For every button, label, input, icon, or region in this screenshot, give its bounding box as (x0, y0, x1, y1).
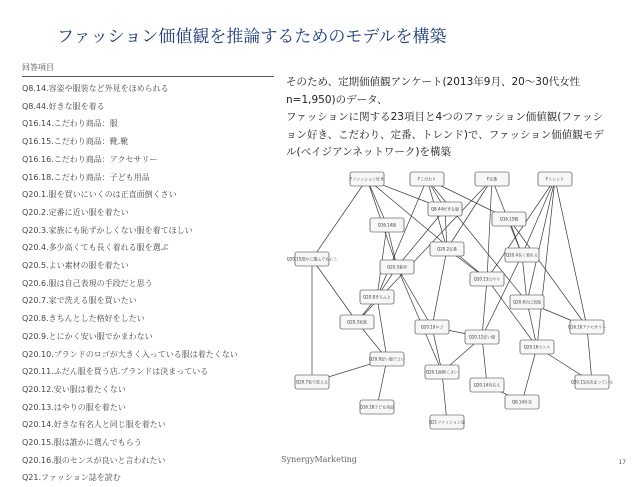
network-node-label: Q16.18子ども用品 (359, 404, 395, 410)
list-item: Q16.14.こだわり商品：服 (22, 119, 118, 129)
list-item: Q20.16.服のセンスが良いと言われたい (22, 455, 166, 465)
network-edge (487, 179, 555, 279)
list-item: Q20.10.ブランドのロゴが大きく入っている服は着たくない (22, 349, 238, 359)
network-node (520, 340, 554, 354)
network-node (287, 252, 338, 266)
slide-title: ファッション価値観を推論するためのモデルを構築 (57, 27, 447, 47)
network-node-label: Q20.4長く着れる (505, 252, 539, 258)
network-edge (377, 297, 387, 359)
list-item: Q20.4.多少高くても長く着れる服を選ぶ (22, 243, 169, 253)
network-node (465, 330, 499, 344)
network-node (350, 172, 384, 186)
network-edge (312, 179, 367, 259)
network-node-label: Q21ファッション誌 (428, 419, 466, 425)
network-node-label: F定番 (486, 176, 498, 182)
network-node (568, 320, 606, 334)
list-item: Q20.7.家で洗える服を買いたい (22, 296, 137, 306)
list-item: Q8.44.好きな服を着る (22, 101, 105, 111)
network-node-label: Q20.15誰かに選んでもらう (286, 256, 338, 262)
network-node (360, 400, 395, 414)
network-node (340, 315, 374, 329)
network-node-label: Q8.44好きな服 (430, 206, 460, 212)
list-item: Q20.3.家族にも恥ずかしくない服を着てほしい (22, 225, 193, 235)
list-item: Q20.12.安い服は着たくない (22, 384, 126, 394)
network-node (425, 365, 459, 379)
network-edge (397, 267, 432, 327)
network-edge (587, 327, 592, 382)
network-node-label: Q20.6自己表現 (512, 299, 542, 305)
list-item: Q20.2.定番に近い服を着たい (22, 207, 129, 217)
list-item: Q20.8.きちんとした格好をしたい (22, 314, 145, 324)
list-item: Q16.18.こだわり商品：子ども用品 (22, 172, 150, 182)
description-para-2: ファッションに関する23項目と4つのファッション価値観(ファッション好き、こだわり、定番、トレンド)で、ファッション価値観モデル(ベイジアンネットワーク)を構築 (286, 111, 604, 158)
network-edge (312, 259, 357, 322)
network-node-label: Q16.14服 (377, 222, 397, 228)
list-item: Q16.16.こだわり商品：アクセサリー (22, 154, 158, 164)
list-item: Q20.6.服は自己表現の手段だと思う (22, 278, 153, 288)
list-item: Q20.15.服は誰かに選んでもらう (22, 438, 142, 448)
network-node (370, 218, 404, 232)
list-item: Q20.9.とにかく安い服でかまわない (22, 331, 153, 341)
questions-header: 回答項目 (22, 63, 54, 72)
network-edge (442, 372, 447, 422)
bayesian-network-diagram (270, 160, 630, 430)
network-node-label: Q20.9安い服でよい (368, 356, 406, 362)
network-node (410, 172, 444, 186)
network-node-label: Fファッション好き (349, 176, 385, 182)
list-item: Q8.14.容姿や服装など外見をほめられる (22, 84, 169, 93)
network-edge (537, 179, 555, 347)
network-node-label: Q20.5素材 (386, 264, 408, 270)
list-item: Q20.13.はやりの服を着たい (22, 402, 126, 412)
network-node (538, 172, 572, 186)
description (286, 74, 608, 162)
network-node-label: Q20.11店決まっている (570, 379, 614, 385)
network-node-label: Q20.10ロゴ (420, 324, 444, 330)
network-edge (522, 347, 537, 402)
network-node-label: Q20.3家族 (346, 319, 368, 325)
network-node (380, 260, 414, 274)
network-node (430, 242, 464, 256)
network-node-label: Q16.16アクセサリー (567, 324, 607, 330)
questions-divider (22, 76, 274, 77)
description-para-1: そのため、定期価値観アンケート(2013年9月、20～30代女性n=1,950)のデータ、 (286, 76, 581, 106)
list-item: Q21.ファッション誌を読む (22, 473, 121, 483)
network-node-label: Q16.15靴 (499, 216, 519, 222)
network-node (571, 375, 614, 389)
footer-brand: SynergyMarketing (281, 455, 357, 464)
network-node (510, 295, 544, 309)
network-node (415, 320, 449, 334)
network-node (505, 248, 539, 262)
network-node (429, 415, 466, 429)
network-nodes (287, 172, 614, 429)
network-node-label: Q20.12安い服 (468, 334, 496, 340)
network-edge (432, 249, 447, 327)
network-node-label: Q20.16センス (523, 344, 551, 350)
network-node (369, 352, 405, 366)
questions-list (22, 80, 284, 487)
network-node (428, 202, 462, 216)
list-item: Q20.14.好きな有名人と同じ服を着たい (22, 420, 166, 430)
network-node-label: Q8.14外見 (511, 399, 533, 405)
network-node-label: Q20.2定番 (436, 246, 458, 252)
network-node-label: Q20.8きちんと (362, 294, 392, 300)
network-node-label: Q20.13はやり (473, 276, 501, 282)
network-edge (487, 179, 492, 279)
network-node (295, 375, 329, 389)
network-node-label: Fトレンド (545, 176, 565, 182)
network-edge (527, 179, 555, 302)
list-item: Q20.11.ふだん服を買う店.ブランドは決まっている (22, 367, 209, 377)
list-item: Q20.1.服を買いにいくのは正直面倒くさい (22, 190, 177, 200)
network-node (505, 395, 539, 409)
network-node (492, 212, 526, 226)
network-node-label: Q20.14有名人 (473, 382, 501, 388)
network-node-label: Q20.1面倒くさい (425, 369, 459, 375)
page-number: 17 (618, 459, 626, 466)
list-item: Q20.5.よい素材の服を着たい (22, 261, 129, 271)
network-node (470, 272, 504, 286)
network-node-label: Fこだわり (417, 176, 437, 182)
list-item: Q16.15.こだわり商品：靴.靴 (22, 137, 129, 147)
network-node-label: Q20.7家で洗える (295, 379, 329, 385)
network-node (470, 378, 504, 392)
network-node (475, 172, 509, 186)
network-node (360, 290, 394, 304)
